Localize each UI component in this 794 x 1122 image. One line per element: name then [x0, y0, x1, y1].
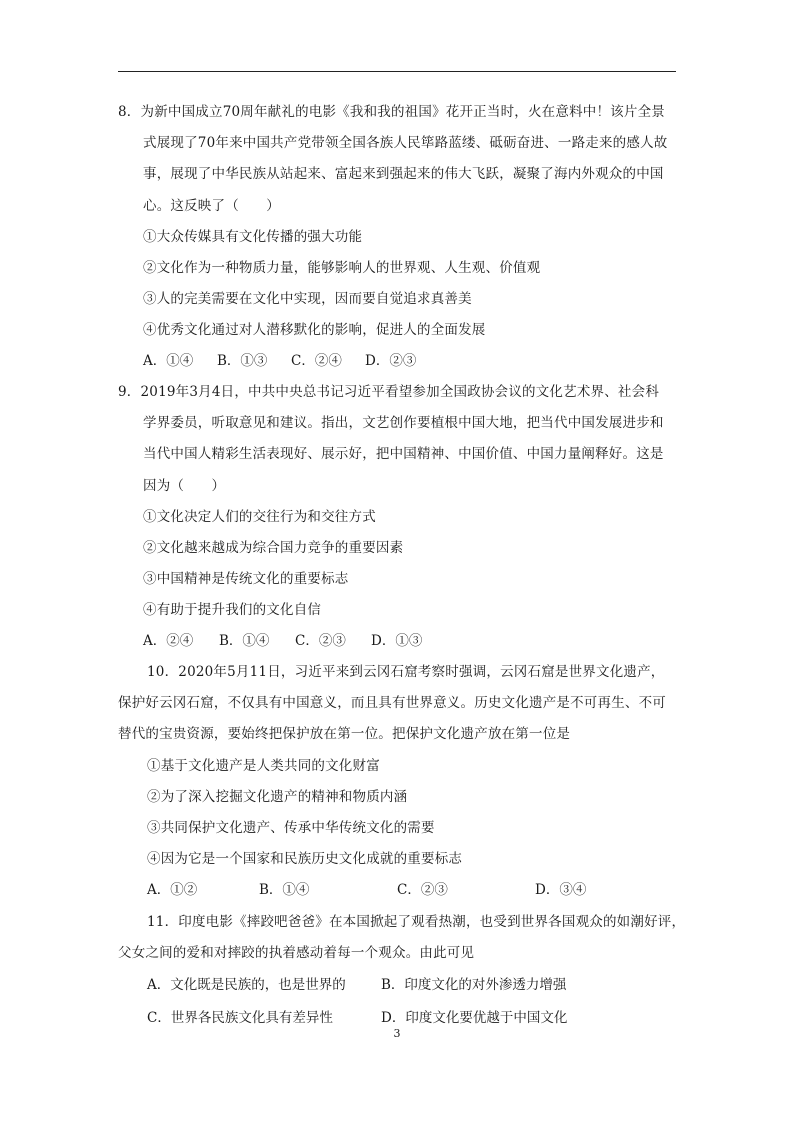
question-11-line-1: 11．印度电影《摔跤吧爸爸》在本国掀起了观看热潮，也受到世界各国观众的如潮好评，: [147, 914, 686, 930]
question-8-statement-4: ④优秀文化通过对人潜移默化的影响，促进人的全面发展: [143, 322, 486, 338]
question-8-line-1: 8．为新中国成立70周年献礼的电影《我和我的祖国》花开正当时，火在意料中！该片全景: [118, 104, 665, 120]
header-rule: [118, 71, 676, 72]
question-8-line-4: 心。这反映了（ ）: [143, 198, 280, 214]
page-number: 3: [393, 1027, 401, 1040]
question-8-option-c: C．②④: [291, 353, 342, 369]
question-8-line-2: 式展现了70年来中国共产党带领全国各族人民筚路蓝缕、砥砺奋进、一路走来的感人故: [143, 135, 668, 151]
question-9-statement-1: ①文化决定人们的交往行为和交往方式: [143, 509, 376, 525]
question-11-line-2: 父女之间的爱和对摔跤的执着感动着每一个观众。由此可见: [118, 945, 475, 961]
question-10-statement-3: ③共同保护文化遗产、传承中华传统文化的需要: [147, 820, 435, 836]
question-8-option-d: D．②③: [365, 353, 417, 369]
question-9-option-d: D．①③: [371, 633, 423, 649]
question-9-option-c: C．②③: [295, 633, 346, 649]
question-8-option-a: A．①④: [143, 353, 194, 369]
question-8-statement-1: ①大众传媒具有文化传播的强大功能: [143, 229, 363, 245]
question-9-statement-4: ④有助于提升我们的文化自信: [143, 602, 322, 618]
question-9-line-1: 9．2019年3月4日，中共中央总书记习近平看望参加全国政协会议的文化艺术界、社会科: [118, 384, 660, 400]
question-10-option-a: A．①②: [147, 882, 198, 898]
question-10-line-3: 替代的宝贵资源，要始终把保护放在第一位。把保护文化遗产放在第一位是: [118, 726, 571, 742]
question-10-option-c: C．②③: [397, 882, 448, 898]
question-9-line-4: 因为（ ）: [143, 478, 226, 494]
question-10-line-1: 10．2020年5月11日，习近平来到云冈石窟考察时强调，云冈石窟是世界文化遗产，: [147, 664, 665, 680]
question-9-statement-2: ②文化越来越成为综合国力竞争的重要因素: [143, 540, 404, 556]
question-10-line-2: 保护好云冈石窟，不仅具有中国意义，而且具有世界意义。历史文化遗产是不可再生、不可: [118, 695, 666, 711]
question-11-option-d: D．印度文化要优越于中国文化: [381, 1010, 568, 1026]
question-10-option-d: D．③④: [535, 882, 587, 898]
question-9-option-a: A．②④: [143, 633, 194, 649]
question-9-statement-3: ③中国精神是传统文化的重要标志: [143, 571, 349, 587]
question-10-statement-4: ④因为它是一个国家和民族历史文化成就的重要标志: [147, 851, 463, 867]
question-8-statement-2: ②文化作为一种物质力量，能够影响人的世界观、人生观、价值观: [143, 260, 541, 276]
question-11-option-c: C．世界各民族文化具有差异性: [147, 1010, 333, 1026]
question-10-option-b: B．①④: [259, 882, 310, 898]
question-9-line-3: 当代中国人精彩生活表现好、展示好，把中国精神、中国价值、中国力量阐释好。这是: [143, 446, 664, 462]
question-9-line-2: 学界委员，听取意见和建议。指出，文艺创作要植根中国大地，把当代中国发展进步和: [143, 415, 664, 431]
question-8-line-3: 事，展现了中华民族从站起来、富起来到强起来的伟大飞跃，凝聚了海内外观众的中国: [143, 166, 664, 182]
question-8-option-b: B．①③: [217, 353, 268, 369]
question-8-statement-3: ③人的完美需要在文化中实现，因而要自觉追求真善美: [143, 291, 472, 307]
question-11-option-a: A．文化既是民族的，也是世界的: [147, 977, 346, 993]
question-10-statement-2: ②为了深入挖掘文化遗产的精神和物质内涵: [147, 789, 408, 805]
question-10-statement-1: ①基于文化遗产是人类共同的文化财富: [147, 758, 380, 774]
question-11-option-b: B．印度文化的对外渗透力增强: [381, 977, 567, 993]
question-9-option-b: B．①④: [219, 633, 270, 649]
